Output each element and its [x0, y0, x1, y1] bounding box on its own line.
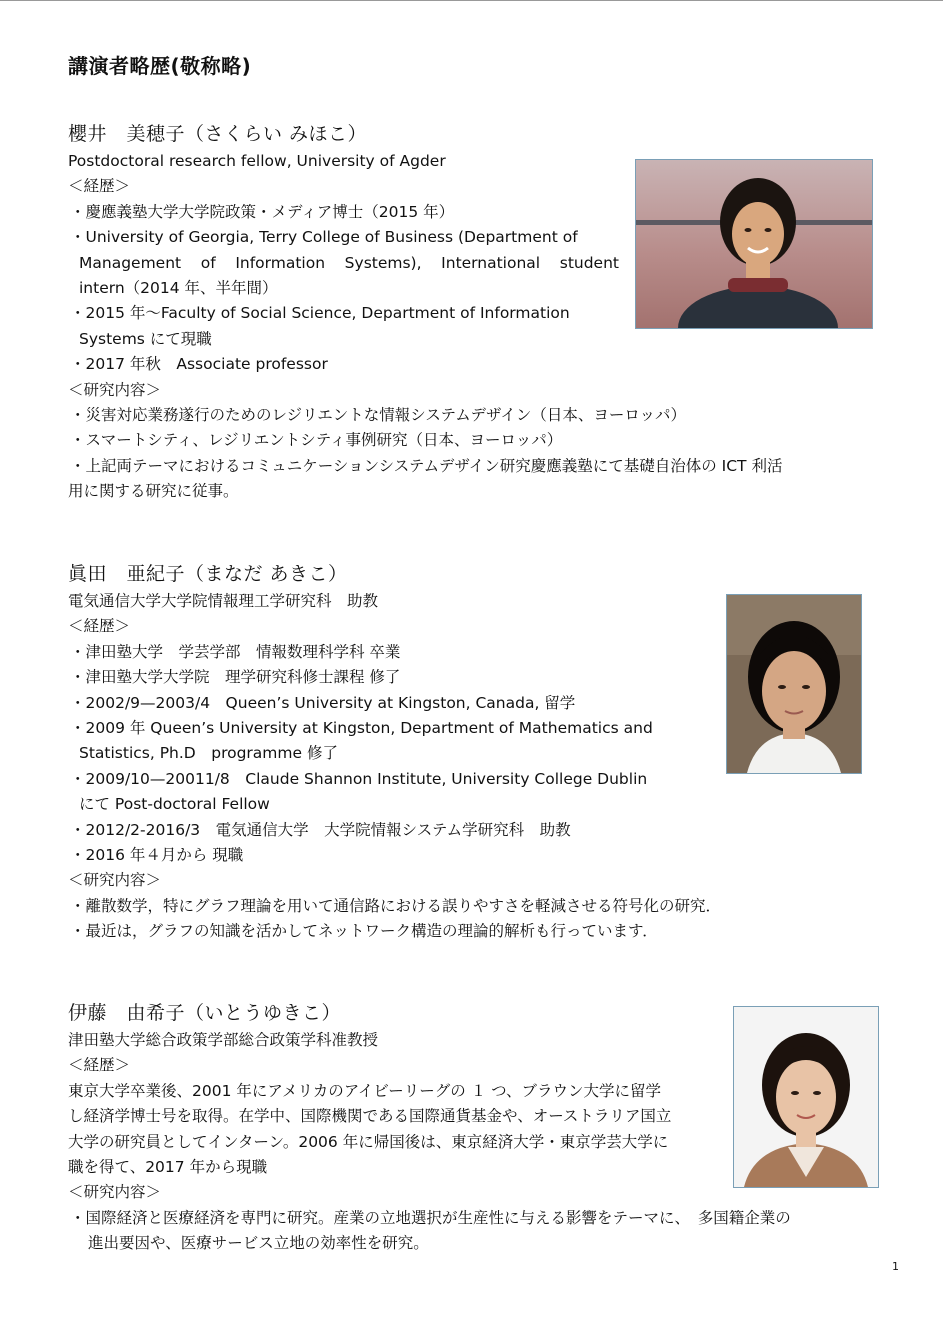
career-item-cont: Management of Information Systems), International student: [79, 253, 619, 272]
career-item: ・2002/9—2003/4 Queen’s University at Kingston, Canada, 留学: [70, 693, 576, 712]
career-item: ・津田塾大学大学院 理学研究科修士課程 修了: [70, 668, 401, 687]
speaker-name: 伊藤 由希子（いとうゆきこ）: [68, 1002, 342, 1024]
research-item: ・上記両テーマにおけるコミュニケーションシステムデザイン研究慶應義塾にて基礎自治体の ICT 利活: [70, 456, 783, 475]
career-item: ・2009 年 Queen’s University at Kingston, Department of Mathematics and: [70, 719, 653, 737]
speaker-photo-1: [635, 159, 873, 329]
career-header: ＜経歴＞: [68, 1056, 131, 1075]
career-item: ・University of Georgia, Terry College of Business (Department of: [70, 228, 578, 247]
career-item-cont: Statistics, Ph.D programme 修了: [79, 744, 338, 763]
speaker-photo-2: [726, 594, 862, 774]
career-item: ・津田塾大学 学芸学部 情報数理科学科 卒業: [70, 642, 401, 661]
speaker-affiliation: 津田塾大学総合政策学部総合政策学科准教授: [68, 1031, 379, 1049]
portrait-photo-icon: [636, 160, 872, 328]
research-item: ・離散数学，特にグラフ理論を用いて通信路における誤りやすさを軽減させる符号化の研究．: [70, 896, 722, 915]
career-item: ・2012/2-2016/3 電気通信大学 大学院情報システム学研究科 助教: [70, 820, 571, 839]
research-item: ・最近は，グラフの知識を活かしてネットワーク構造の理論的解析も行っています．: [70, 922, 658, 941]
career-item: ・2016 年４月から 現職: [70, 846, 244, 865]
portrait-photo-icon: [734, 1007, 878, 1187]
career-paragraph-line: 職を得て、2017 年から現職: [68, 1157, 268, 1176]
speaker-affiliation: 電気通信大学大学院情報理工学研究科 助教: [68, 592, 379, 610]
career-item-cont: Systems にて現職: [79, 329, 212, 348]
research-header: ＜研究内容＞: [68, 871, 162, 890]
speaker-name: 櫻井 美穂子（さくらい みほこ）: [68, 123, 368, 145]
top-border: [0, 0, 943, 1]
career-paragraph-line: し経済学博士号を取得。在学中、国際機関である国際通貨基金や、オーストラリア国立: [68, 1107, 672, 1126]
speaker-photo-3: [733, 1006, 879, 1188]
research-item-cont: 進出要因や、医療サービス立地の効率性を研究。: [88, 1234, 429, 1253]
speaker-section-3: [68, 999, 848, 1257]
page-title: 講演者略歴(敬称略): [68, 54, 252, 78]
career-item: ・慶應義塾大学大学院政策・メディア博士（2015 年）: [70, 202, 455, 221]
portrait-photo-icon: [727, 595, 861, 773]
career-item: ・2009/10—20011/8 Claude Shannon Institute, University College Dublin: [70, 769, 648, 788]
research-item: ・国際経済と医療経済を専門に研究。産業の立地選択が生産性に与える影響をテーマに、 多国籍企業の: [70, 1208, 791, 1227]
career-paragraph-line: 大学の研究員としてインターン。2006 年に帰国後は、東京経済大学・東京学芸大学に: [68, 1132, 669, 1151]
career-item: ・2017 年秋 Associate professor: [70, 355, 328, 374]
speaker-affiliation: Postdoctoral research fellow, University of Agder: [68, 152, 446, 170]
career-item-cont: にて Post-doctoral Fellow: [79, 795, 270, 814]
research-item: ・災害対応業務遂行のためのレジリエントな情報システムデザイン（日本、ヨーロッパ）: [70, 406, 687, 425]
page-number: 1: [892, 1260, 899, 1273]
speaker-name: 眞田 亜紀子（まなだ あきこ）: [68, 563, 348, 585]
career-header: ＜経歴＞: [68, 617, 131, 636]
research-item: ・スマートシティ、レジリエントシティ事例研究（日本、ヨーロッパ）: [70, 431, 563, 450]
career-header: ＜経歴＞: [68, 177, 131, 196]
research-header: ＜研究内容＞: [68, 1183, 162, 1202]
career-item: ・2015 年～Faculty of Social Science, Department of Information: [70, 304, 570, 323]
research-item-cont: 用に関する研究に従事。: [68, 482, 239, 501]
research-header: ＜研究内容＞: [68, 380, 162, 399]
career-item-cont: intern（2014 年、半年間）: [79, 279, 278, 297]
career-paragraph-line: 東京大学卒業後、2001 年にアメリカのアイビーリーグの １ つ、ブラウン大学に留学: [68, 1081, 662, 1100]
